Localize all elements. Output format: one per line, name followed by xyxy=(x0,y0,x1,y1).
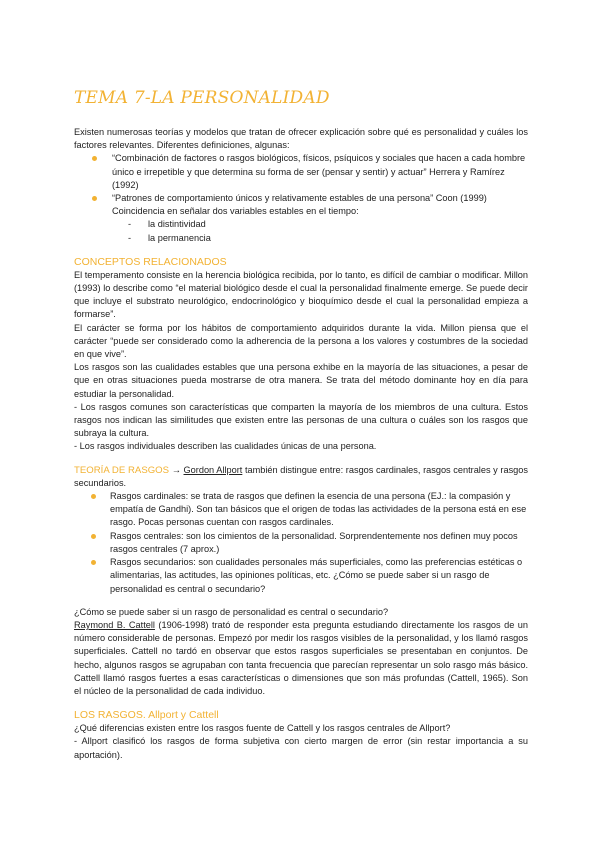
question-central-secundario: ¿Cómo se puede saber si un rasgo de personalidad es central o secundario? xyxy=(74,606,389,617)
definitions-list xyxy=(74,152,528,218)
document-body xyxy=(74,126,528,762)
variable-item: - la distintividad xyxy=(74,218,528,231)
definition-item: “Combinación de factores o rasgos biológicos, físicos, psíquicos y sociales que hacen a cada hombre único e irrepetible y que determina su forma de ser (pensar y sentir) y actuar” Herrera y Ramírez (1992) xyxy=(74,152,528,192)
page-title: TEMA 7-LA PERSONALIDAD xyxy=(74,88,330,108)
paragraph-cattell xyxy=(74,619,528,698)
trait-item-cardinales: Rasgos cardinales: se trata de rasgos que definen la esencia de una persona (EJ.: la compasión y empatía de Gandhi). Son tan básicos que el origen de todas las actividades de la persona está en ese rasgo. Pocas personas cuentan con rasgos cardinales. xyxy=(74,490,528,530)
definition-item: “Patrones de comportamiento únicos y relativamente estables de una persona” Coon (1999) Coincidencia en señalar dos variables estables en el tiempo: xyxy=(74,192,528,218)
question-diferencias: ¿Qué diferencias existen entre los rasgos fuente de Cattell y los rasgos centrales de Allport? xyxy=(74,723,451,734)
paragraph-caracter: El carácter se forma por los hábitos de comportamiento adquiridos durante la vida. Millon piensa que el carácter “puede ser considerado como la adherencia de la persona a los valores y costumbres de la sociedad en que vive”. xyxy=(74,322,528,360)
answer-allport: - Allport clasificó los rasgos de forma subjetiva con cierto margen de error (sin restar importancia a su aportación). xyxy=(74,736,528,760)
section-heading-allport-cattell: LOS RASGOS. Allport y Cattell xyxy=(74,709,219,722)
trait-item-centrales: Rasgos centrales: son los cimientos de la personalidad. Sorprendentemente nos definen muy pocos rasgos centrales (7 aprox.) xyxy=(74,530,528,556)
intro-paragraph: Existen numerosas teorías y modelos que tratan de ofrecer explicación sobre qué es personalidad y cuáles los factores relevantes. Diferentes definiciones, algunas: xyxy=(74,127,528,151)
cattell-text: (1906-1998) trató de responder esta pregunta estudiando directamente los rasgos de un número considerable de personas. Empezó por medir los rasgos visibles de la personalidad, y los llamó rasgos superficiales. Cattell no tardó en observar que estos rasgos superficiales se presentaban en conjuntos. De hecho, algunos rasgos se agrupaban con tanta frecuencia que parecían representar un solo rasgo más básico. Cattell llamó rasgos fuertes a esas características o dimensiones que son más profundas (Cattell, 1965). Son el núcleo de la personalidad de cada individuo. xyxy=(74,619,528,696)
section-heading-teoria: TEORÍA DE RASGOS xyxy=(74,464,170,476)
teoria-rasgos-intro xyxy=(74,464,528,490)
paragraph-rasgos: Los rasgos son las cualidades estables que una persona exhibe en la mayoría de las situaciones, a pesar de que en otras situaciones pueda mostrarse de otra manera. Se trata del método dominante hoy en día para estudiar la personalidad. xyxy=(74,362,528,399)
trait-item-secundarios: Rasgos secundarios: son cualidades personales más superficiales, como las preferencias estéticas o alimentarias, las actitudes, las opiniones políticas, etc. ¿Cómo se puede saber si un rasgo de personalidad es central o secundario? xyxy=(74,556,528,596)
variables-list xyxy=(74,218,528,244)
paragraph-temperamento: El temperamento consiste en la herencia biológica recibida, por lo tanto, es difícil de cambiar o modificar. Millon (1993) lo describe como “el material biológico desde el cual la personalidad finalmente emerge. Se puede decir que incluye el substrato neurológico, endocrinológico y bioquímico desde el cual la personalidad empieza a formarse”. xyxy=(74,269,528,320)
section-heading-conceptos: CONCEPTOS RELACIONADOS xyxy=(74,255,227,268)
teoria-intro-text: también distingue entre: rasgos cardinales, rasgos centrales y rasgos secundarios. xyxy=(74,464,528,488)
arrow-icon: → xyxy=(171,464,181,475)
paragraph-rasgos-individuales: - Los rasgos individuales describen las cualidades únicas de una persona. xyxy=(74,441,377,452)
paragraph-rasgos-comunes: - Los rasgos comunes son características que comparten la mayoría de los miembros de una cultura. Estos rasgos nos indican las similitudes que existen entre las personas de una cultura o cuáles son los rasgos que subraya la cultura. xyxy=(74,401,528,439)
author-allport: Gordon Allport xyxy=(183,464,243,475)
trait-types-list xyxy=(74,490,528,596)
variable-item: - la permanencia xyxy=(74,232,528,245)
author-cattell: Raymond B. Cattell xyxy=(74,619,155,630)
